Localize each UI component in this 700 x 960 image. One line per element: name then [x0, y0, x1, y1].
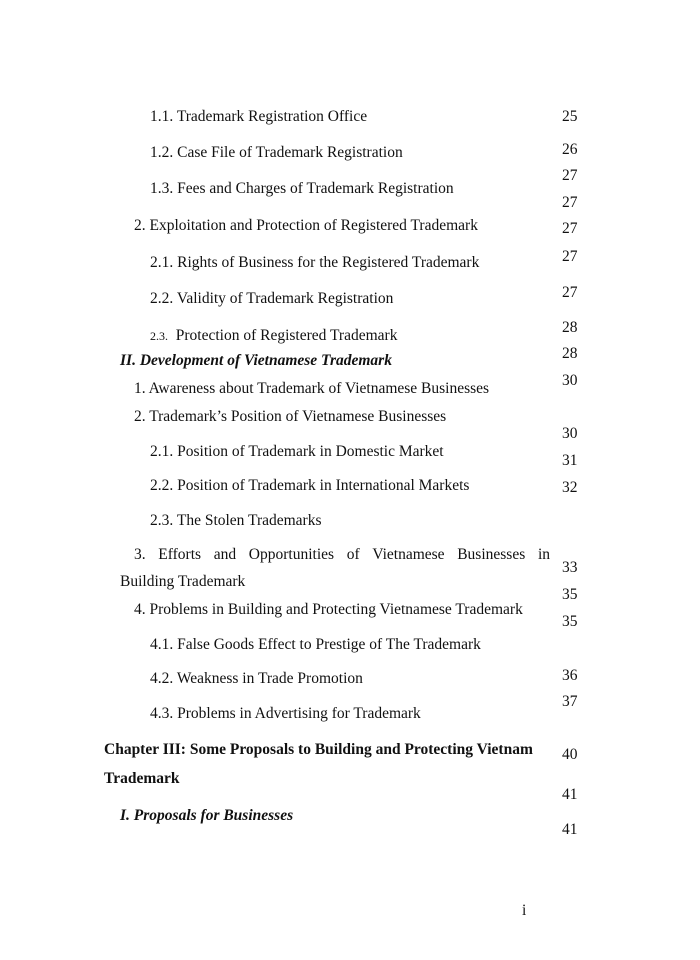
toc-entry-ii-4-1: 4.1. False Goods Effect to Prestige of The Trademark [150, 636, 481, 653]
toc-word: in [537, 546, 550, 563]
toc-page-number: 27 [562, 284, 578, 301]
toc-word: and [213, 546, 237, 563]
toc-page-number: 27 [562, 167, 578, 184]
toc-word: Vietnamese [372, 546, 445, 563]
toc-page-number: 31 [562, 452, 578, 469]
toc-entry-ii-4-3: 4.3. Problems in Advertising for Trademark [150, 705, 421, 722]
toc-page-number: 32 [562, 479, 578, 496]
toc-page-number: 33 [562, 559, 578, 576]
toc-entry-ii-4-2: 4.2. Weakness in Trade Promotion [150, 670, 363, 687]
toc-word: 3. [134, 546, 146, 563]
toc-page-number: 25 [562, 108, 578, 125]
toc-entry-1-3: 1.3. Fees and Charges of Trademark Registration [150, 180, 454, 197]
toc-page-number: 28 [562, 319, 578, 336]
toc-entry-2-1: 2.1. Rights of Business for the Registered Trademark [150, 254, 480, 271]
toc-entry-2-3-number: 2.3. [150, 329, 168, 343]
toc-word: of [346, 546, 360, 563]
toc-page-number: 30 [562, 372, 578, 389]
toc-entry-1-2: 1.2. Case File of Trademark Registration [150, 144, 403, 161]
toc-entry-2-2: 2.2. Validity of Trademark Registration [150, 290, 394, 307]
toc-entry-1-1: 1.1. Trademark Registration Office [150, 108, 368, 125]
toc-entry-ii-2: 2. Trademark’s Position of Vietnamese Businesses [134, 408, 447, 425]
toc-page-number: 35 [562, 586, 578, 603]
toc-section-ii: II. Development of Vietnamese Trademark [120, 352, 392, 369]
toc-page-number: 30 [562, 425, 578, 442]
toc-entry-ii-3 [134, 546, 550, 564]
toc-section-iii-i: I. Proposals for Businesses [120, 807, 294, 824]
toc-page-number: 36 [562, 667, 578, 684]
toc-entry-ii-4: 4. Problems in Building and Protecting Vietnamese Trademark [134, 601, 523, 618]
toc-entry-ii-3-continuation: Building Trademark [120, 573, 246, 590]
toc-page-number: 41 [562, 786, 578, 803]
toc-word: Businesses [457, 546, 526, 563]
toc-page-number: 37 [562, 693, 578, 710]
toc-chapter-iii-continuation: Trademark [104, 770, 180, 787]
toc-entry-ii-2-3: 2.3. The Stolen Trademarks [150, 512, 322, 529]
toc-word: Efforts [158, 546, 202, 563]
toc-page-number: 40 [562, 746, 578, 763]
toc-entry-2-3-label: Protection of Registered Trademark [175, 327, 398, 344]
toc-page-number: 41 [562, 821, 578, 838]
toc-page-number: 26 [562, 141, 578, 158]
toc-page-number: 28 [562, 345, 578, 362]
toc-page-number: 27 [562, 194, 578, 211]
toc-entry-ii-1: 1. Awareness about Trademark of Vietnamese Businesses [134, 380, 490, 397]
footer-page-number: i [522, 902, 527, 919]
toc-page-number: 35 [562, 613, 578, 630]
toc-chapter-iii: Chapter III: Some Proposals to Building and Protecting Vietnam [104, 741, 533, 758]
toc-entry-ii-2-1: 2.1. Position of Trademark in Domestic Market [150, 443, 444, 460]
toc-entry-ii-2-2: 2.2. Position of Trademark in International Markets [150, 477, 470, 494]
toc-word: Opportunities [248, 546, 335, 563]
toc-page-number: 27 [562, 248, 578, 265]
toc-entry-2-3 [150, 327, 397, 345]
toc-page-number: 27 [562, 220, 578, 237]
toc-entry-2: 2. Exploitation and Protection of Registered Trademark [134, 217, 478, 234]
